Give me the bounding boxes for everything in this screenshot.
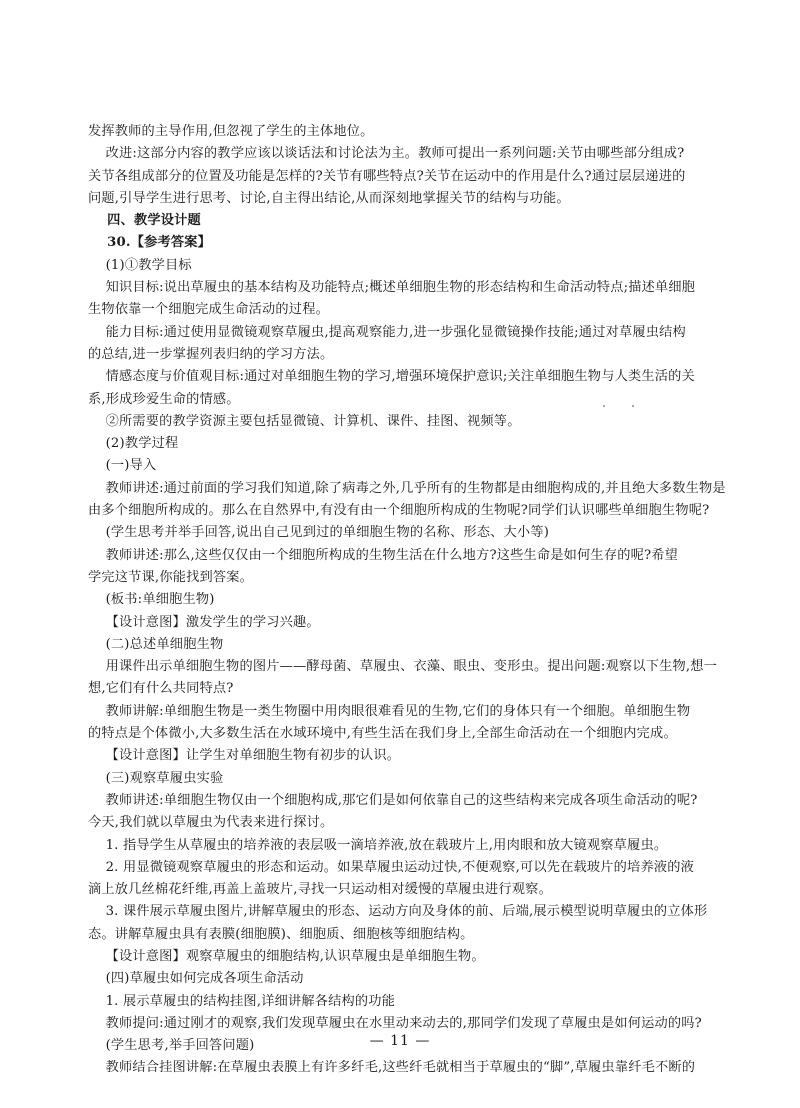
text-line: (学生思考,举手回答问题) [88,1038,255,1054]
text-line: 教师讲述:那么,这些仅仅由一个细胞所构成的生物生活在什么地方?这些生命是如何生存的呢?希望 [88,547,679,563]
text-line: 发挥教师的主导作用,但忽视了学生的主体地位。 [88,124,374,139]
text-line: (一)导入 [88,458,157,474]
text-line: ②所需要的教学资源主要包括显微镜、计算机、课件、挂图、视频等。 [88,413,521,429]
text-line: 由多个细胞所构成的。那么在自然界中,有没有由一个细胞所构成的生物呢?同学们认识哪些单细胞生物呢? [88,503,710,519]
text-line: (板书:单细胞生物) [88,592,215,608]
text-line: 的总结,进一步掌握列表归纳的学习方法。 [88,346,334,362]
text-line: 教师讲述:单细胞生物仅由一个细胞构成,那它们是如何依靠自己的这些结构来完成各项生命活动的呢? [88,792,698,808]
text-line: 想,它们有什么共同特点? [88,681,234,697]
text-line: 的特点是个体微小,大多数生活在水域环境中,有些生活在我们身上,全部生命活动在一个细胞内完成。 [88,726,677,742]
text-line: 教师结合挂图讲解:在草履虫表膜上有许多纤毛,这些纤毛就相当于草履虫的“脚”,草履虫靠纤毛不断的 [88,1060,696,1076]
text-line: 【设计意图】激发学生的学习兴趣。 [88,614,320,630]
page-body [88,121,726,1080]
text-line: (1)①教学目标 [88,257,192,273]
text-line: 知识目标:说出草履虫的基本结构及功能特点;概述单细胞生物的形态结构和生命活动特点;描述单细胞 [88,280,696,296]
text-line: 1. 指导学生从草履虫的培养液的表层吸一滴培养液,放在载玻片上,用肉眼和放大镜观察草履虫。 [88,837,668,853]
text-line: 态。讲解草履虫具有表膜(细胞膜)、细胞质、细胞核等细胞结构。 [88,926,474,942]
text-line: 情感态度与价值观目标:通过对单细胞生物的学习,增强环境保护意识;关注单细胞生物与人类生活的关 [88,369,695,385]
text-line: 2. 用显微镜观察草履虫的形态和运动。如果草履虫运动过快,不便观察,可以先在载玻片的培养液的液 [88,859,694,875]
text-line: 教师讲解:单细胞生物是一类生物圈中用肉眼很难看见的生物,它们的身体只有一个细胞。单细胞生物 [88,703,691,719]
text-line: 学完这节课,你能找到答案。 [88,569,254,585]
scan-speck [603,405,605,407]
text-line: 1. 展示草履虫的结构挂图,详细讲解各结构的功能 [88,993,396,1009]
section-heading: 四、教学设计题 [88,213,201,229]
text-line: 教师讲述:通过前面的学习我们知道,除了病毒之外,几乎所有的生物都是由细胞构成的,并且绝大多数生物是 [88,480,726,496]
text-line: 今天,我们就以草履虫为代表来进行探讨。 [88,815,334,831]
text-line: 教师提问:通过刚才的观察,我们发现草履虫在水里动来动去的,那同学们发现了草履虫是如何运动的吗? [88,1015,702,1031]
section-heading: 30.【参考答案】 [88,235,212,251]
page-number: — 11 — [369,1033,431,1049]
text-line: 用课件出示单细胞生物的图片——酵母菌、草履虫、衣藻、眼虫、变形虫。提出问题:观察以下生物,想一 [88,659,718,675]
text-line: 3. 课件展示草履虫图片,讲解草履虫的形态、运动方向及身体的前、后端,展示模型说明草履虫的立体形 [88,904,708,920]
text-line: 问题,引导学生进行思考、讨论,自主得出结论,从而深刻地掌握关节的结构与功能。 [88,190,570,206]
text-line: (四)草履虫如何完成各项生命活动 [88,971,304,987]
text-line: 滴上放几丝棉花纤维,再盖上盖玻片,寻找一只运动相对缓慢的草履虫进行观察。 [88,882,552,898]
text-line: (二)总述单细胞生物 [88,636,224,652]
text-line: 改进:这部分内容的教学应该以谈话法和讨论法为主。教师可提出一系列问题:关节由哪些部分组成? [88,146,685,162]
text-line: (三)观察草履虫实验 [88,770,224,786]
text-line: 【设计意图】观察草履虫的细胞结构,认识草履虫是单细胞生物。 [88,948,485,964]
text-line: (学生思考并举手回答,说出自己见到过的单细胞生物的名称、形态、大小等) [88,525,550,541]
text-line: 生物依靠一个细胞完成生命活动的过程。 [88,302,329,318]
text-line: (2)教学过程 [88,436,179,452]
text-line: 系,形成珍爱生命的情感。 [88,391,240,407]
text-line: 关节各组成部分的位置及功能是怎样的?关节有哪些特点?关节在运动中的作用是什么?通过层层递进的 [88,168,686,184]
text-line: 【设计意图】让学生对单细胞生物有初步的认识。 [88,748,401,764]
scan-speck [632,405,634,407]
text-line: 能力目标:通过使用显微镜观察草履虫,提高观察能力,进一步强化显微镜操作技能;通过对草履虫结构 [88,324,686,340]
